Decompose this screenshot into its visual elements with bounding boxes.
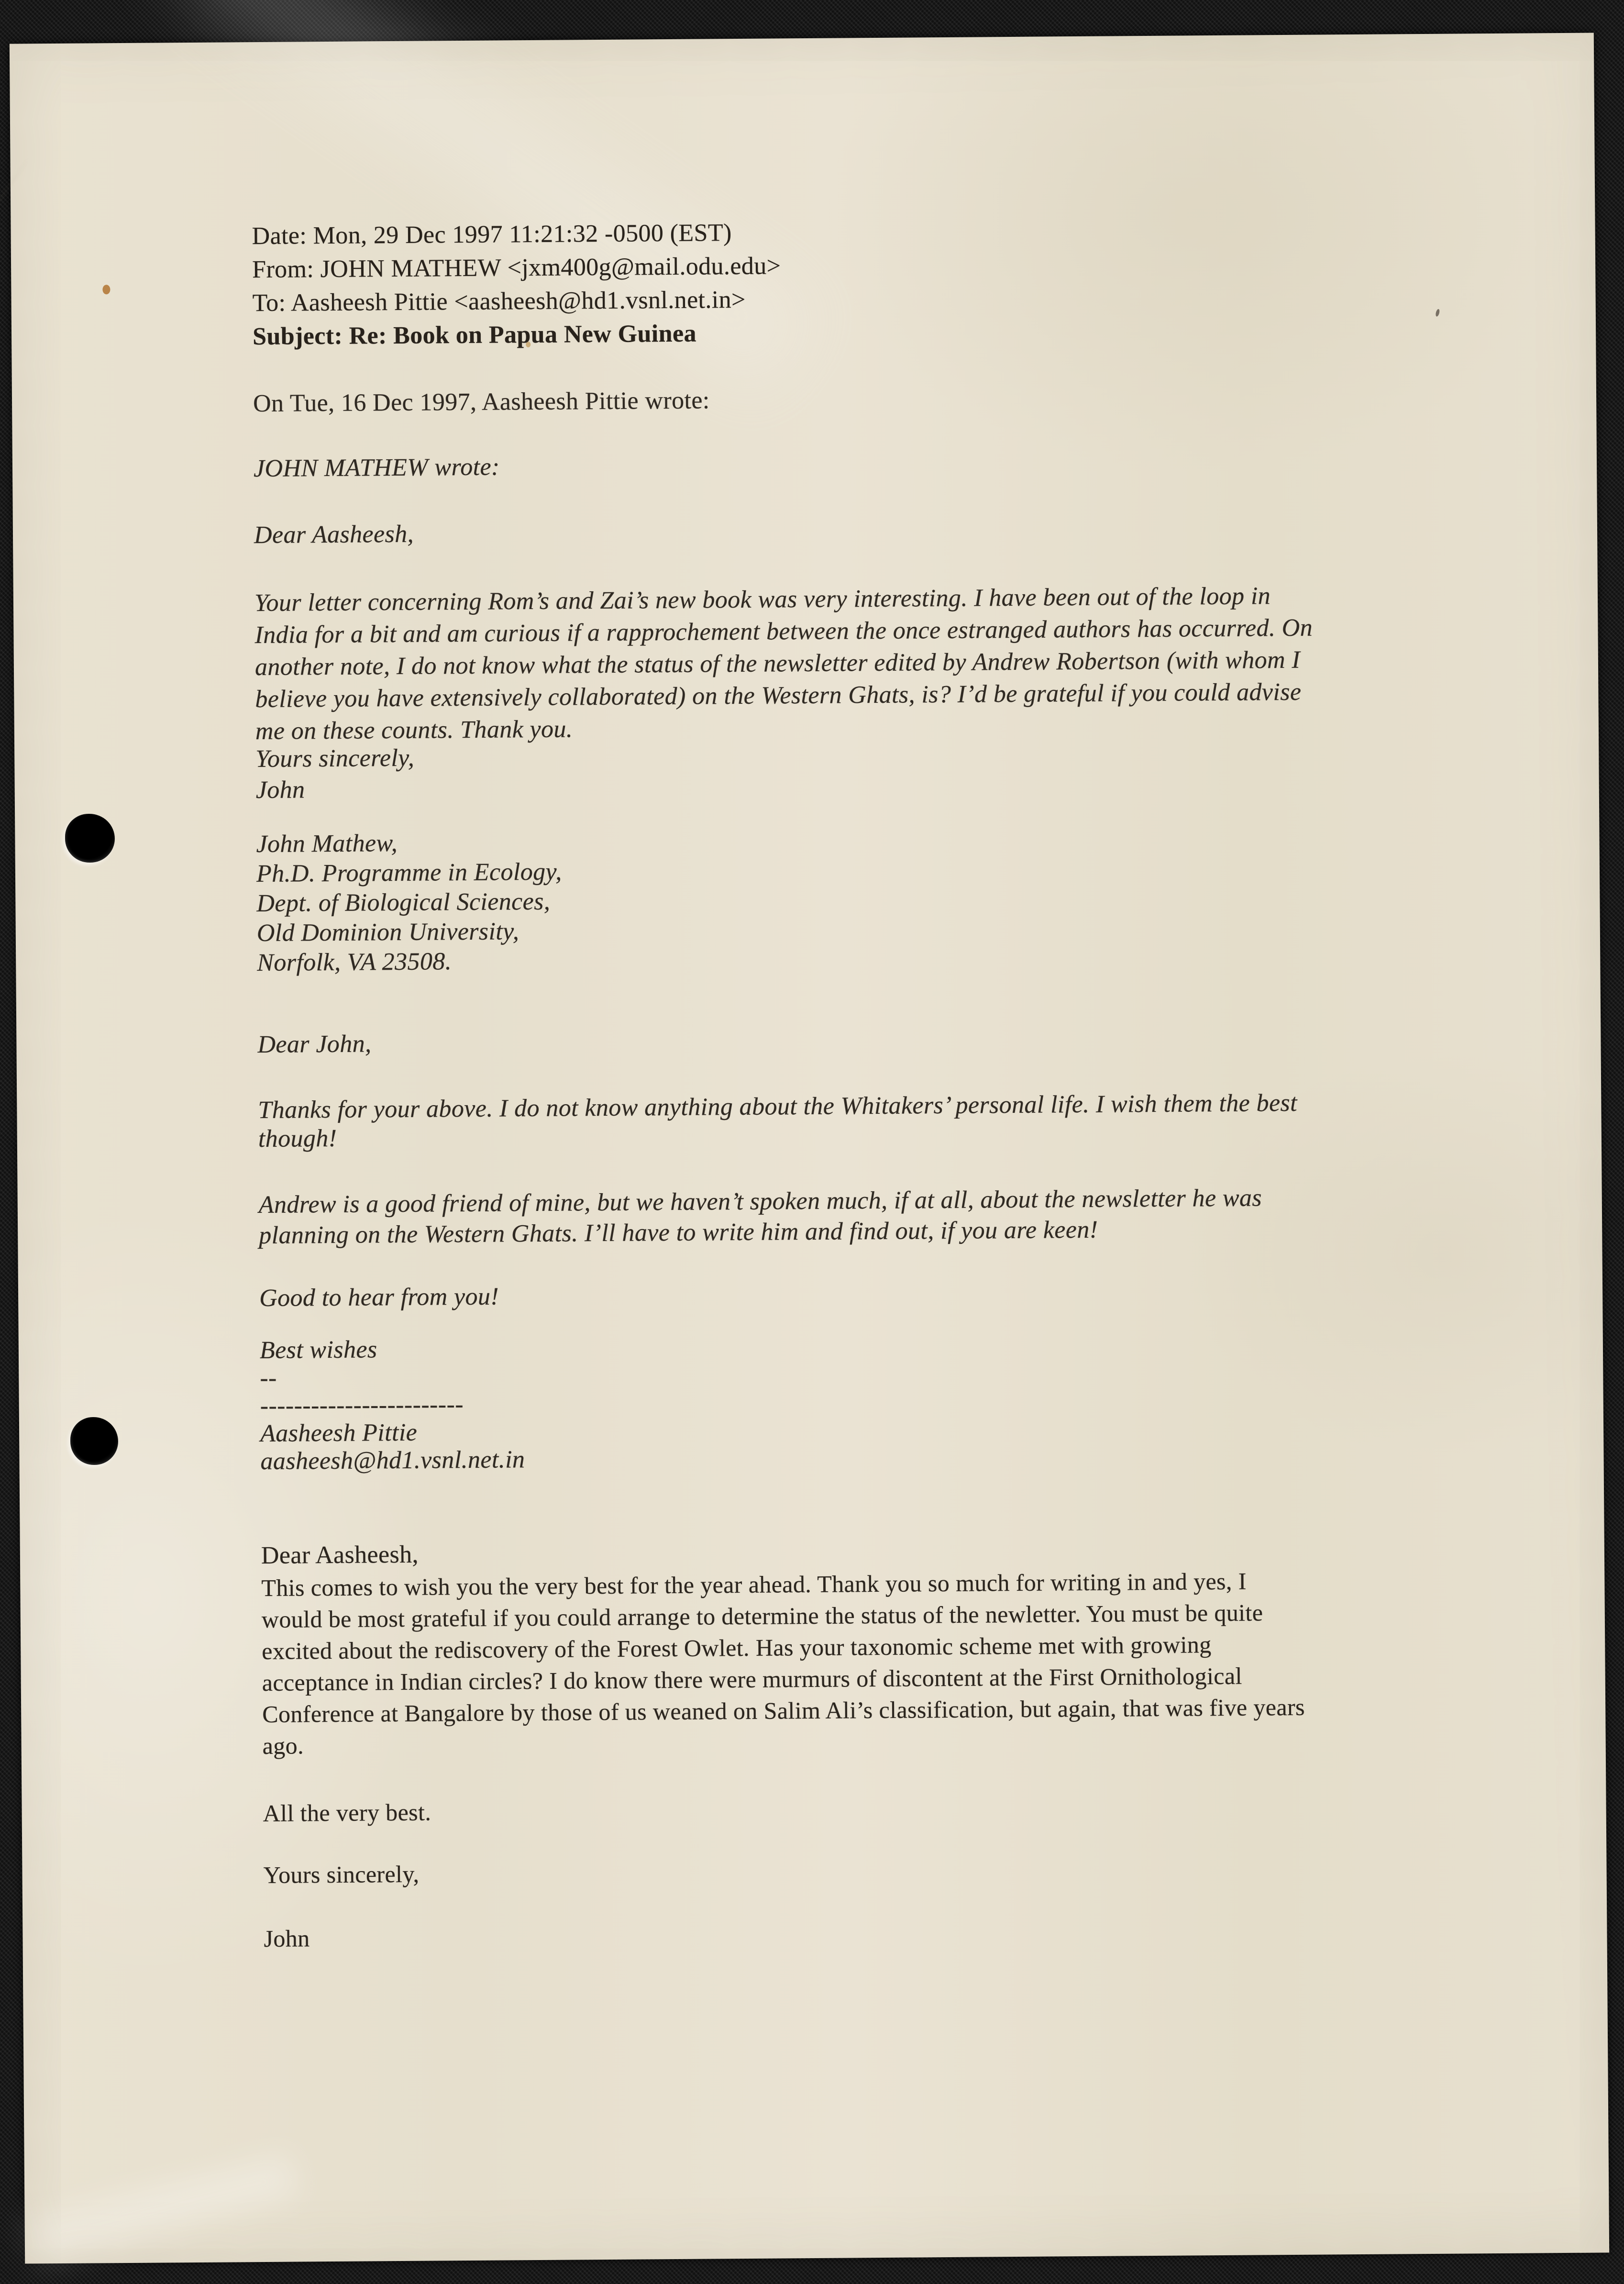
new-message-salutation: Dear Aasheesh, (261, 1541, 419, 1570)
new-message-line: would be most grateful if you could arrange to determine the status of the newletter. You must be quite (261, 1599, 1263, 1633)
paper-fold-mark (28, 2153, 298, 2262)
quoted-body-line: me on these counts. Thank you. (255, 715, 573, 745)
signature-line: Ph.D. Programme in Ecology, (256, 858, 562, 888)
quoted-attribution: JOHN MATHEW wrote: (253, 453, 500, 483)
quote-intro-line: On Tue, 16 Dec 1997, Aasheesh Pittie wrote: (253, 387, 710, 418)
new-message-line: Conference at Bangalore by those of us weaned on Salim Ali’s classification, but again, that was five years (262, 1693, 1305, 1728)
new-message-body (261, 1565, 1305, 1762)
paper-fleck (1435, 309, 1440, 317)
quoted-body-line: believe you have extensively collaborated) on the Western Ghats, is? I’d be grateful if you could advise (255, 678, 1302, 713)
new-message-line: excited about the rediscovery of the Forest Owlet. Has your taxonomic scheme met with growing (262, 1631, 1212, 1665)
reply-signature-block (260, 1335, 525, 1475)
email-subject-line: Subject: Re: Book on Papua New Guinea (252, 320, 697, 351)
quoted-body-line: another note, I do not know what the status of the newsletter edited by Andrew Robertson (with whom I (254, 646, 1301, 681)
quoted-closing-name: John (255, 776, 305, 804)
signature-line: Dept. of Biological Sciences, (256, 887, 551, 918)
punch-hole-bottom (70, 1417, 118, 1465)
reply-paragraph-1 (258, 1089, 1297, 1153)
reply-salutation: Dear John, (257, 1030, 372, 1059)
sig-delimiter: -- (260, 1364, 277, 1392)
quoted-salutation: Dear Aasheesh, (254, 520, 414, 549)
email-date-line: Date: Mon, 29 Dec 1997 11:21:32 -0500 (EST) (252, 219, 732, 250)
new-message-farewell: All the very best. (263, 1798, 431, 1827)
reply-line: Andrew is a good friend of mine, but we haven’t spoken much, if at all, about the newsletter he was (258, 1184, 1262, 1219)
quoted-closing-line: Yours sincerely, (255, 744, 415, 773)
signature-line: Old Dominion University, (256, 918, 519, 947)
punch-hole-top (65, 814, 115, 863)
reply-closing: Best wishes (259, 1336, 377, 1364)
quoted-closing (255, 743, 415, 806)
quoted-body-line: India for a bit and am curious if a rapprochement between the once estranged authors has occurred. On (254, 614, 1313, 649)
reply-line: though! (258, 1124, 337, 1153)
new-message-line: ago. (262, 1732, 304, 1760)
quoted-signature-block (256, 828, 563, 978)
signature-line: John Mathew, (256, 829, 398, 858)
quoted-body-line: Your letter concerning Rom’s and Zai’s new book was very interesting. I have been out of the loop in (254, 582, 1271, 617)
new-message-line: This comes to wish you the very best for the year ahead. Thank you so much for writing in and yes, I (261, 1567, 1247, 1602)
reply-paragraph-3: Good to hear from you! (259, 1283, 499, 1312)
sig-name: Aasheesh Pittie (260, 1419, 418, 1448)
sig-email: aasheesh@hd1.vsnl.net.in (260, 1446, 525, 1475)
new-message-signature: John (264, 1925, 310, 1952)
reply-line: Thanks for your above. I do not know anything about the Whitakers’ personal life. I wish them the best (258, 1089, 1298, 1124)
paper-stain (102, 285, 110, 294)
letter-page (10, 33, 1609, 2263)
new-message-line: acceptance in Indian circles? I do know there were murmurs of discontent at the First Ornithological (262, 1662, 1242, 1696)
new-message-closing: Yours sincerely, (263, 1860, 420, 1889)
quoted-body-paragraph (254, 580, 1314, 747)
email-to-line: To: Aasheesh Pittie <aasheesh@hd1.vsnl.net.in> (252, 286, 746, 317)
email-header (252, 216, 781, 354)
sig-divider-dashes: ------------------------ (260, 1391, 464, 1420)
email-from-line: From: JOHN MATHEW <jxm400g@mail.odu.edu> (252, 252, 781, 284)
reply-paragraph-2 (259, 1183, 1262, 1251)
signature-line: Norfolk, VA 23508. (257, 948, 452, 977)
reply-line: planning on the Western Ghats. I’ll have to write him and find out, if you are keen! (259, 1216, 1098, 1250)
